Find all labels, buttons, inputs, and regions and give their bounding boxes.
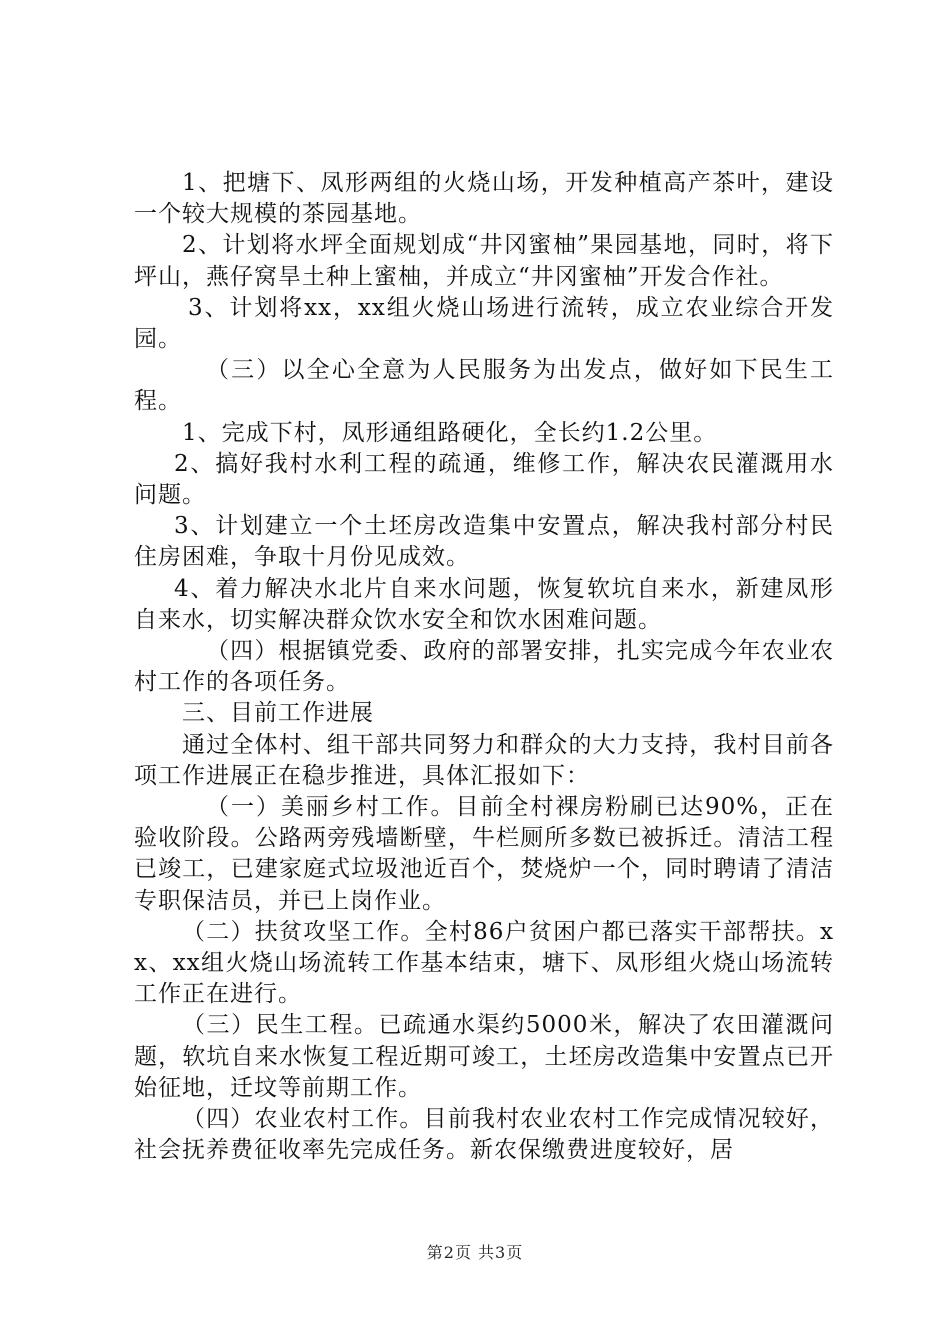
page-footer: 第2页 共3页 (426, 1243, 524, 1262)
paragraph: （四）农业农村工作。目前我村农业农村工作完成情况较好，社会抚养费征收率先完成任务。新农保缴费进度较好，居 (134, 1106, 834, 1164)
paragraph: （三）民生工程。已疏通水渠约5000米，解决了农田灌溉问题，软坑自来水恢复工程近期可竣工，土坯房改造集中安置点已开始征地，迁坟等前期工作。 (134, 1012, 834, 1101)
paragraph: （三）以全心全意为人民服务为出发点，做好如下民生工程。 (134, 357, 834, 415)
paragraph: 1、完成下村，凤形通组路硬化，全长约1.2公里。 (182, 419, 718, 446)
paragraph: 通过全体村、组干部共同努力和群众的大力支持，我村目前各项工作进展正在稳步推进，具体汇报如下： (134, 731, 834, 789)
paragraph: （四）根据镇党委、政府的部署安排，扎实完成今年农业农村工作的各项任务。 (134, 638, 834, 696)
paragraph: 2、计划将水坪全面规划成“井冈蜜柚”果园基地，同时，将下坪山，燕仔窝旱土种上蜜柚，并成立“井冈蜜柚”开发合作社。 (134, 232, 834, 290)
document-body (134, 168, 834, 1167)
paragraph: 2、搞好我村水利工程的疏通，维修工作，解决农民灌溉用水问题。 (134, 450, 834, 509)
paragraph: 3、计划建立一个土坯房改造集中安置点，解决我村部分村民住房困难，争取十月份见成效。 (134, 513, 834, 571)
paragraph: 三、目前工作进展 (182, 700, 374, 727)
paragraph: 3、计划将xx，xx组火烧山场进行流转，成立农业综合开发园。 (134, 294, 834, 353)
paragraph: 1、把塘下、凤形两组的火烧山场，开发种植高产茶叶，建设一个较大规模的茶园基地。 (134, 170, 834, 228)
paragraph: 4、着力解决水北片自来水问题，恢复软坑自来水，新建凤形自来水，切实解决群众饮水安全和饮水困难问题。 (134, 575, 834, 633)
paragraph: （二）扶贫攻坚工作。全村86户贫困户都已落实干部帮扶。xx、xx组火烧山场流转工作基本结束，塘下、凤形组火烧山场流转工作正在进行。 (134, 918, 834, 1008)
paragraph: （一）美丽乡村工作。目前全村裸房粉刷已达90%，正在验收阶段。公路两旁残墙断壁，牛栏厕所多数已被拆迁。清洁工程已竣工，已建家庭式垃圾池近百个，焚烧炉一个，同时聘请了清洁专职保洁员，并已上岗作业。 (134, 794, 834, 914)
